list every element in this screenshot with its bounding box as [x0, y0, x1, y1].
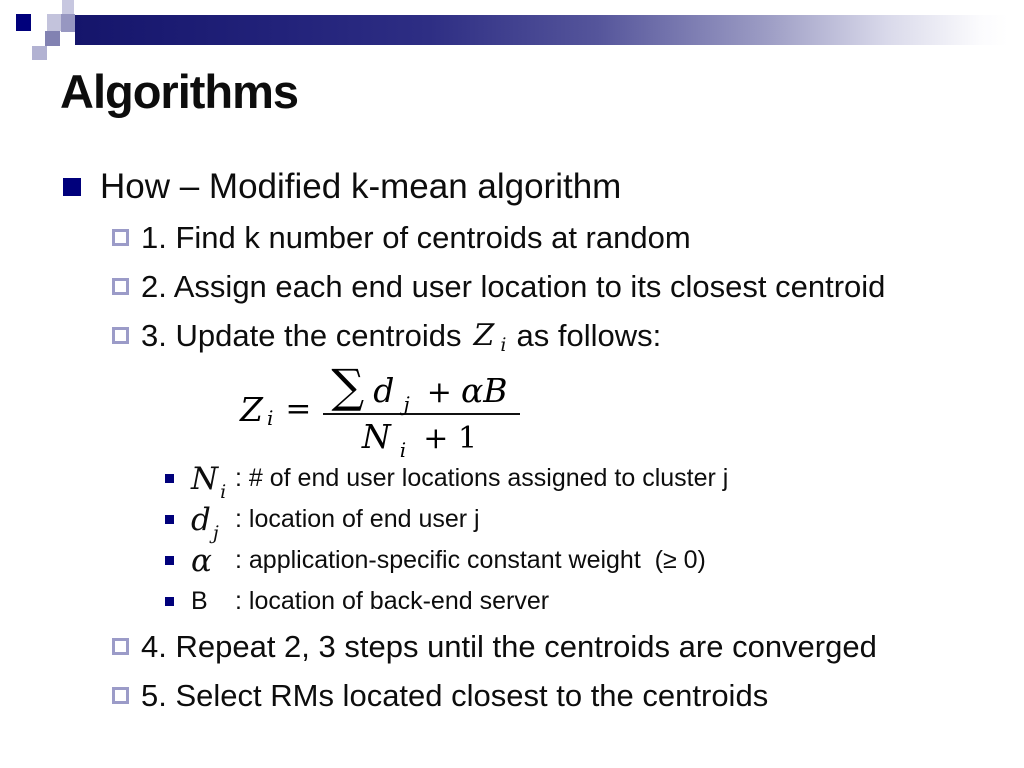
centroid-update-formula — [240, 358, 992, 462]
definition-text: : location of back-end server — [235, 587, 550, 615]
deco-square — [45, 31, 60, 46]
hollow-square-bullet-icon — [112, 687, 129, 704]
step-4 — [112, 622, 992, 671]
formula-numerator — [323, 358, 519, 416]
definition-Ni — [165, 458, 992, 503]
sum-icon: ∑ — [331, 358, 365, 413]
formula-equals: = — [285, 391, 312, 427]
deco-square — [62, 0, 74, 14]
deco-square — [32, 46, 47, 60]
bullet-how-label: How – Modified k-mean algorithm — [100, 166, 622, 206]
definition-symbol — [191, 501, 235, 544]
definition-symbol — [191, 543, 235, 579]
formula-denominator — [323, 413, 519, 462]
definition-symbol — [191, 587, 235, 616]
hollow-square-bullet-icon — [112, 278, 129, 295]
formula-num-d-sub: j — [403, 391, 410, 416]
step-4-label: 4. Repeat 2, 3 steps until the centroids are converged — [141, 628, 877, 664]
definition-symbol — [191, 460, 235, 503]
inline-var-Z: Z — [473, 318, 495, 353]
definition-dj — [165, 499, 992, 544]
slide-title: Algorithms — [60, 65, 299, 118]
bullet-how — [62, 160, 992, 213]
formula-den-N-sub: i — [399, 437, 407, 462]
small-square-bullet-icon — [165, 556, 174, 565]
symbol-sub: i — [220, 480, 227, 503]
step-5-label: 5. Select RMs located closest to the centroids — [141, 677, 769, 713]
step-1-label: 1. Find k number of centroids at random — [141, 219, 691, 255]
header-gradient-bar — [75, 15, 1008, 45]
hollow-square-bullet-icon — [112, 229, 129, 246]
step-1 — [112, 213, 992, 262]
definition-text: : location of end user j — [235, 505, 480, 533]
formula-num-d: d — [373, 370, 395, 410]
formula-fraction — [323, 358, 519, 462]
deco-square — [61, 14, 75, 32]
formula-lhs-sub: i — [266, 406, 274, 430]
definition-alpha — [165, 540, 992, 581]
definition-B — [165, 581, 992, 622]
deco-square — [47, 14, 61, 31]
step-2 — [112, 262, 992, 311]
symbol-base: B — [191, 587, 208, 615]
symbol-base: d — [191, 501, 211, 538]
filled-square-bullet-icon — [63, 178, 81, 196]
small-square-bullet-icon — [165, 515, 174, 524]
step-5 — [112, 671, 992, 720]
symbol-base: α — [191, 542, 212, 579]
definition-text: : # of end user locations assigned to cluster j — [235, 464, 729, 492]
definition-text: : application-specific constant weight (≥ 0) — [235, 546, 706, 574]
step-3-label-before: 3. Update the centroids — [141, 317, 462, 353]
small-square-bullet-icon — [165, 474, 174, 483]
inline-var-Z-sub: i — [500, 333, 507, 356]
symbol-base: N — [191, 460, 219, 497]
formula-lhs: Z — [240, 389, 263, 429]
hollow-square-bullet-icon — [112, 327, 129, 344]
formula-num-alphaB: αB — [461, 370, 508, 410]
symbol-sub: j — [212, 521, 219, 544]
slide-body — [62, 160, 992, 720]
small-square-bullet-icon — [165, 597, 174, 606]
formula-num-plus: + — [426, 374, 452, 410]
step-2-label: 2. Assign each end user location to its closest centroid — [141, 268, 886, 304]
step-3-label-after: as follows: — [516, 317, 662, 353]
step-3 — [112, 311, 992, 360]
deco-square — [16, 14, 31, 31]
formula-den-plus1: + 1 — [423, 420, 478, 456]
formula-den-N: N — [361, 416, 391, 456]
hollow-square-bullet-icon — [112, 638, 129, 655]
